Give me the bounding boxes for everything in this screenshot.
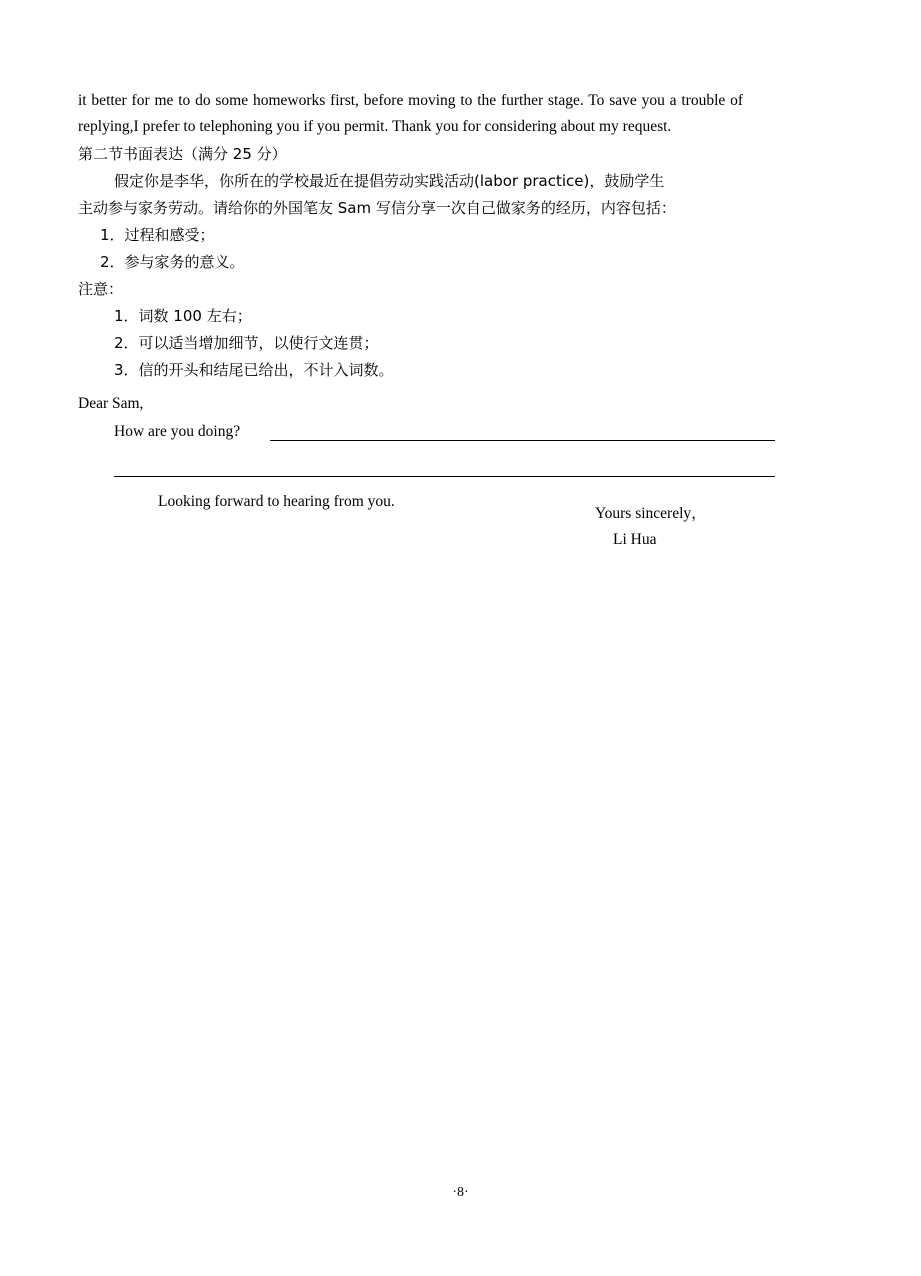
section-heading: 第二节书面表达（满分 25 分）: [78, 145, 287, 163]
letter-opening-line: How are you doing?: [114, 423, 241, 440]
answer-writing-area: [78, 417, 778, 510]
requirement-item-2: 2．参与家务的意义。: [100, 253, 245, 271]
continued-paragraph: it better for me to do some homeworks first, before moving to the further stage. To save you a trouble of replying,I prefer to telephoning you if you permit. Thank you for considering about my request.: [78, 92, 743, 135]
document-body: [78, 88, 778, 553]
letter-signature: Li Hua: [613, 531, 657, 548]
prompt-line-2: 主动参与家务劳动。请给你的外国笔友 Sam 写信分享一次自己做家务的经历，内容包括：: [78, 199, 676, 217]
requirement-item-1: 1．过程和感受；: [100, 226, 215, 244]
note-item-3: 3．信的开头和结尾已给出，不计入词数。: [114, 361, 394, 379]
letter-sign-off: Yours sincerely，: [595, 505, 707, 522]
page-number: ·8·: [452, 1185, 469, 1200]
notes-heading: 注意：: [78, 280, 124, 298]
writing-rule-2: [114, 476, 775, 477]
prompt-line-1: 假定你是李华，你所在的学校最近在提倡劳动实践活动(labor practice)，鼓励学生: [114, 172, 665, 190]
writing-rule-1: [270, 440, 775, 441]
letter-closing-line: Looking forward to hearing from you.: [158, 493, 395, 510]
letter-salutation: Dear Sam,: [78, 395, 144, 412]
note-item-1: 1．词数 100 左右；: [114, 307, 252, 325]
note-item-2: 2．可以适当增加细节，以使行文连贯；: [114, 334, 379, 352]
